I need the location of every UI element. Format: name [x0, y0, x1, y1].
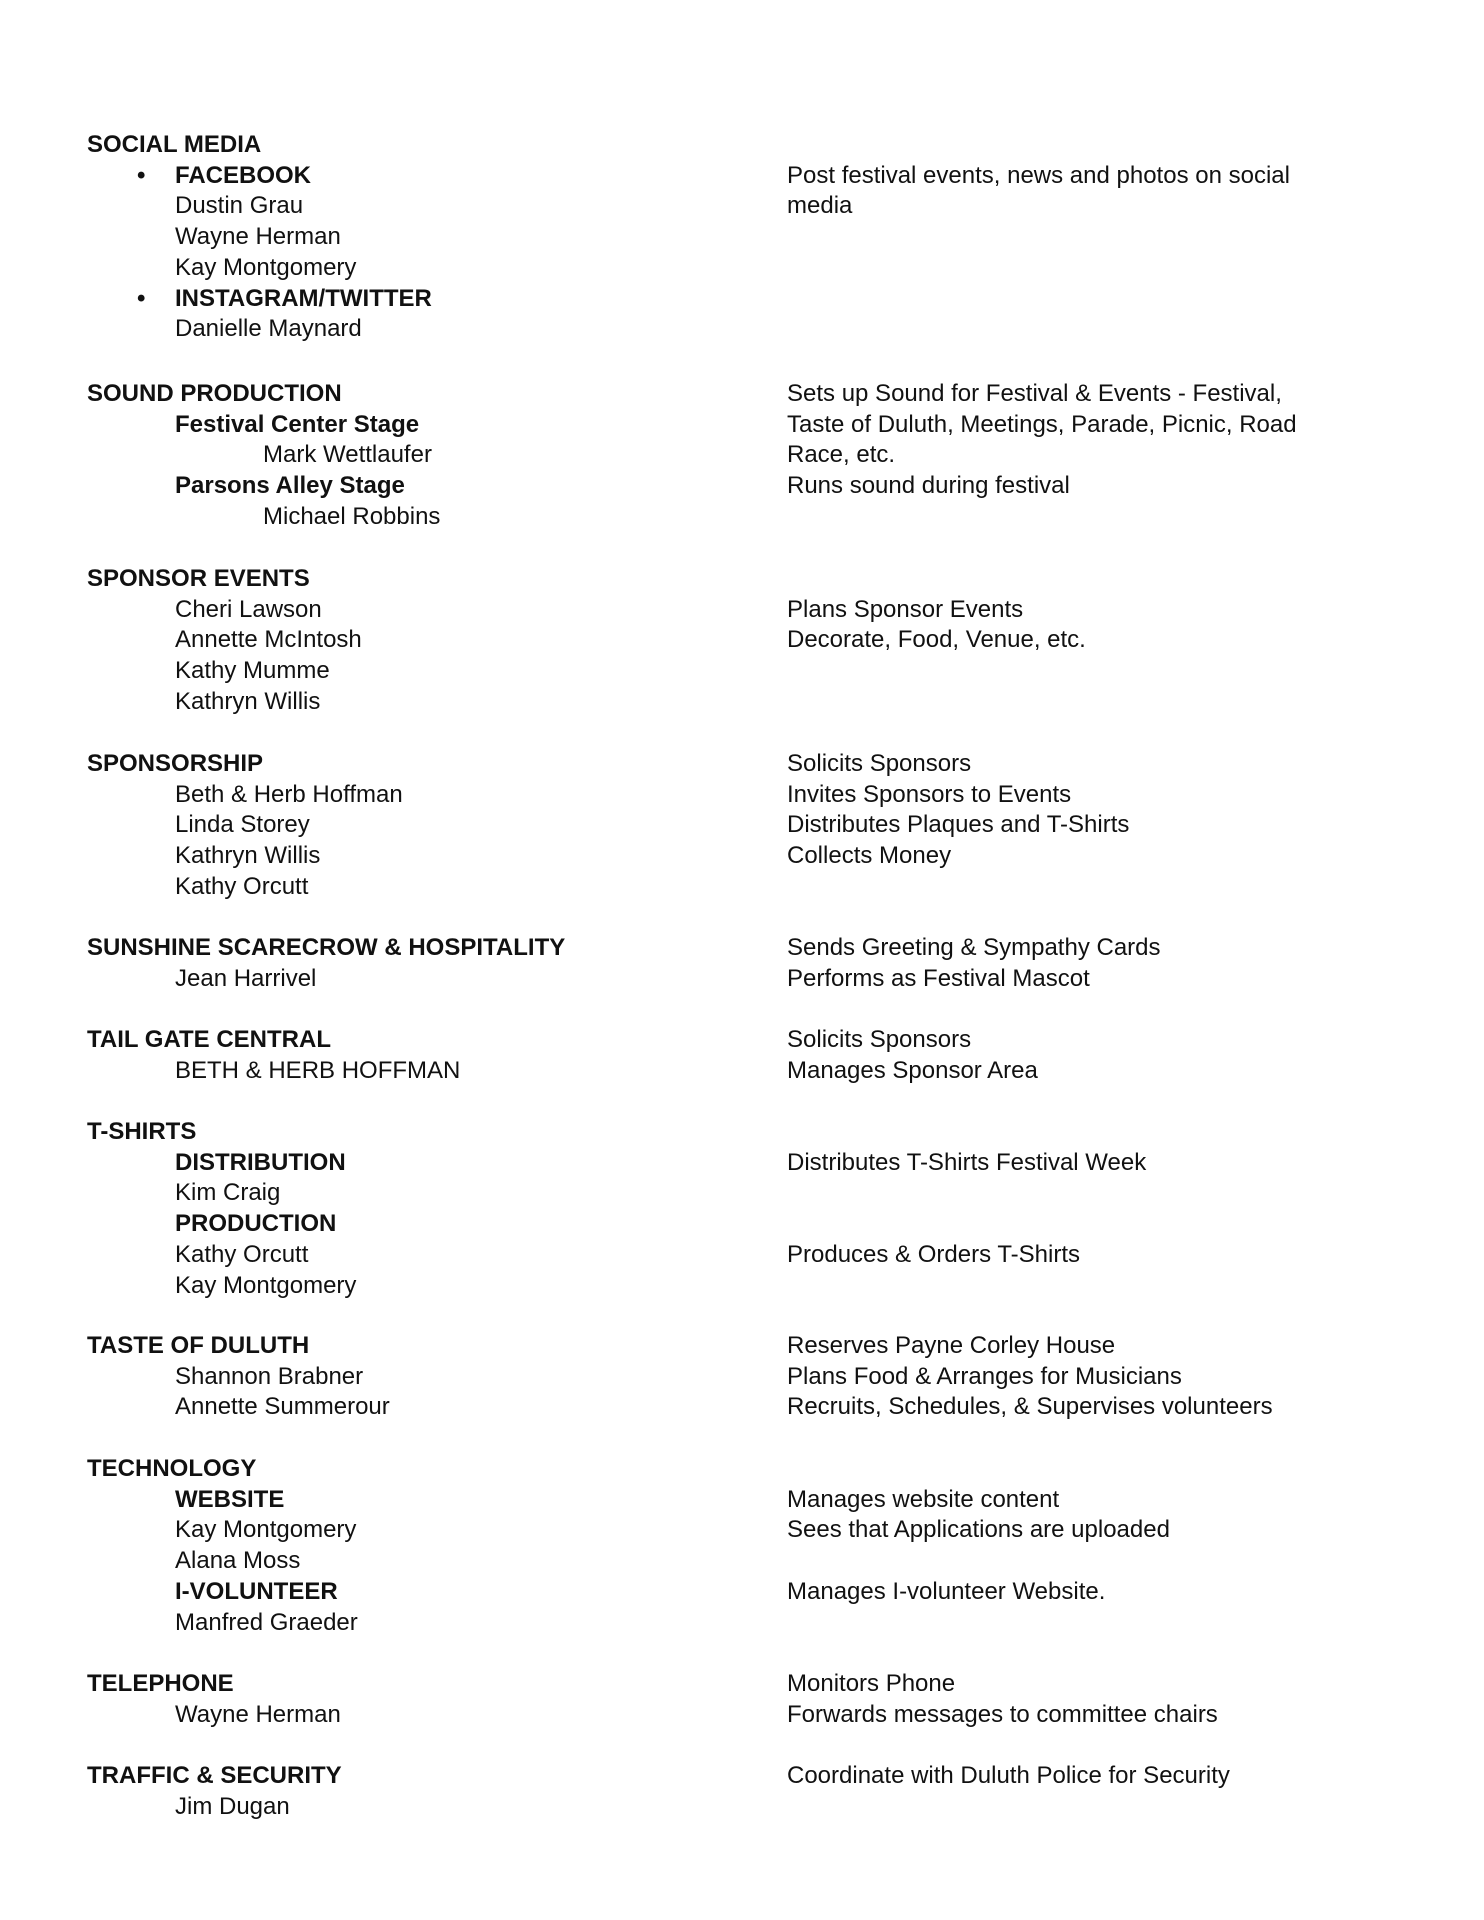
duty-line: Taste of Duluth, Meetings, Parade, Picnic, Road: [787, 410, 1297, 438]
member-name: Annette Summerour: [175, 1393, 390, 1421]
member-name: Dustin Grau: [175, 192, 304, 220]
member-name: Jim Dugan: [175, 1792, 290, 1820]
section-t-shirts: [0, 1117, 1484, 1299]
member-name: Kay Montgomery: [175, 1516, 357, 1544]
section-title: SOUND PRODUCTION: [87, 380, 342, 407]
section-taste-of-duluth: [0, 1331, 1484, 1421]
duty-line: Monitors Phone: [787, 1670, 956, 1697]
section-sponsor-events: [0, 564, 1484, 715]
section-title: SUNSHINE SCARECROW & HOSPITALITY: [87, 934, 566, 961]
member-name: Shannon Brabner: [175, 1362, 364, 1390]
section-title: TELEPHONE: [87, 1670, 234, 1697]
member-name: Wayne Herman: [175, 1700, 341, 1728]
duty-line: Coordinate with Duluth Police for Security: [787, 1762, 1230, 1789]
duty-line: Manages website content: [787, 1485, 1060, 1513]
duty-line: Sees that Applications are uploaded: [787, 1516, 1170, 1544]
duty-line: Distributes Plaques and T-Shirts: [787, 811, 1130, 839]
duty-line: Decorate, Food, Venue, etc.: [787, 626, 1086, 654]
section-title: SPONSORSHIP: [87, 750, 264, 777]
subheading: I-VOLUNTEER: [175, 1577, 338, 1605]
duty-line: Forwards messages to committee chairs: [787, 1700, 1218, 1728]
bullet-icon: •: [137, 284, 146, 312]
duty-line: media: [787, 192, 853, 220]
duty-line: Manages I-volunteer Website.: [787, 1577, 1106, 1605]
subheading: [137, 161, 312, 191]
member-name: Alana Moss: [175, 1547, 301, 1575]
duty-line: Manages Sponsor Area: [787, 1056, 1038, 1084]
subheading: WEBSITE: [175, 1485, 285, 1513]
member-name: Michael Robbins: [263, 502, 441, 530]
member-name: Annette McIntosh: [175, 626, 362, 654]
section-title: TAIL GATE CENTRAL: [87, 1026, 331, 1053]
section-sponsorship: [0, 749, 1484, 900]
subheading-label: INSTAGRAM/TWITTER: [175, 284, 432, 312]
duty-line: Sets up Sound for Festival & Events - Festival,: [787, 380, 1282, 407]
section-tail-gate-central: [0, 1025, 1484, 1084]
duty-line: Runs sound during festival: [787, 472, 1070, 500]
section-title: SOCIAL MEDIA: [87, 131, 262, 158]
member-name: Kathy Orcutt: [175, 1240, 309, 1268]
section-title: TASTE OF DULUTH: [87, 1332, 310, 1359]
member-name: Linda Storey: [175, 811, 310, 839]
section-social-media: [0, 130, 1484, 343]
duty-line: Plans Sponsor Events: [787, 595, 1024, 623]
member-name: Jean Harrivel: [175, 964, 317, 992]
subheading: DISTRIBUTION: [175, 1148, 346, 1176]
subheading: Festival Center Stage: [175, 410, 420, 438]
member-name: Kim Craig: [175, 1179, 281, 1207]
member-name: Danielle Maynard: [175, 315, 362, 343]
duty-line: Performs as Festival Mascot: [787, 964, 1090, 992]
section-title: SPONSOR EVENTS: [87, 565, 310, 592]
section-sound-production: [0, 379, 1484, 530]
duty-line: Distributes T-Shirts Festival Week: [787, 1148, 1147, 1176]
section-title: T-SHIRTS: [87, 1118, 197, 1145]
duty-line: Sends Greeting & Sympathy Cards: [787, 934, 1161, 961]
duty-line: Race, etc.: [787, 441, 896, 469]
member-name: Kathryn Willis: [175, 842, 321, 870]
subheading: [137, 284, 432, 314]
duty-line: Produces & Orders T-Shirts: [787, 1240, 1080, 1268]
duty-line: Plans Food & Arranges for Musicians: [787, 1362, 1182, 1390]
subheading: Parsons Alley Stage: [175, 472, 405, 500]
duty-line: Recruits, Schedules, & Supervises volunteers: [787, 1393, 1273, 1421]
member-name: Kathy Mumme: [175, 657, 330, 685]
section-telephone: [0, 1669, 1484, 1728]
subheading: PRODUCTION: [175, 1210, 337, 1238]
member-name: Kathryn Willis: [175, 687, 321, 715]
duty-line: Invites Sponsors to Events: [787, 780, 1072, 808]
member-name: Mark Wettlaufer: [263, 441, 432, 469]
section-traffic-security: [0, 1761, 1484, 1820]
subheading-label: FACEBOOK: [175, 161, 312, 189]
member-name: Kay Montgomery: [175, 1271, 357, 1299]
section-title: TECHNOLOGY: [87, 1455, 257, 1482]
duty-line: Solicits Sponsors: [787, 1026, 972, 1053]
section-technology: [0, 1454, 1484, 1636]
member-name: Kay Montgomery: [175, 253, 357, 281]
section-sunshine-scarecrow: [0, 933, 1484, 992]
duty-line: Reserves Payne Corley House: [787, 1332, 1116, 1359]
duty-line: Solicits Sponsors: [787, 750, 972, 777]
section-title: TRAFFIC & SECURITY: [87, 1762, 342, 1789]
member-name: BETH & HERB HOFFMAN: [175, 1056, 461, 1084]
member-name: Cheri Lawson: [175, 595, 322, 623]
member-name: Manfred Graeder: [175, 1608, 358, 1636]
duty-line: Collects Money: [787, 842, 952, 870]
member-name: Beth & Herb Hoffman: [175, 780, 403, 808]
duty-line: Post festival events, news and photos on social: [787, 161, 1290, 189]
bullet-icon: •: [137, 161, 146, 189]
member-name: Kathy Orcutt: [175, 872, 309, 900]
member-name: Wayne Herman: [175, 223, 341, 251]
